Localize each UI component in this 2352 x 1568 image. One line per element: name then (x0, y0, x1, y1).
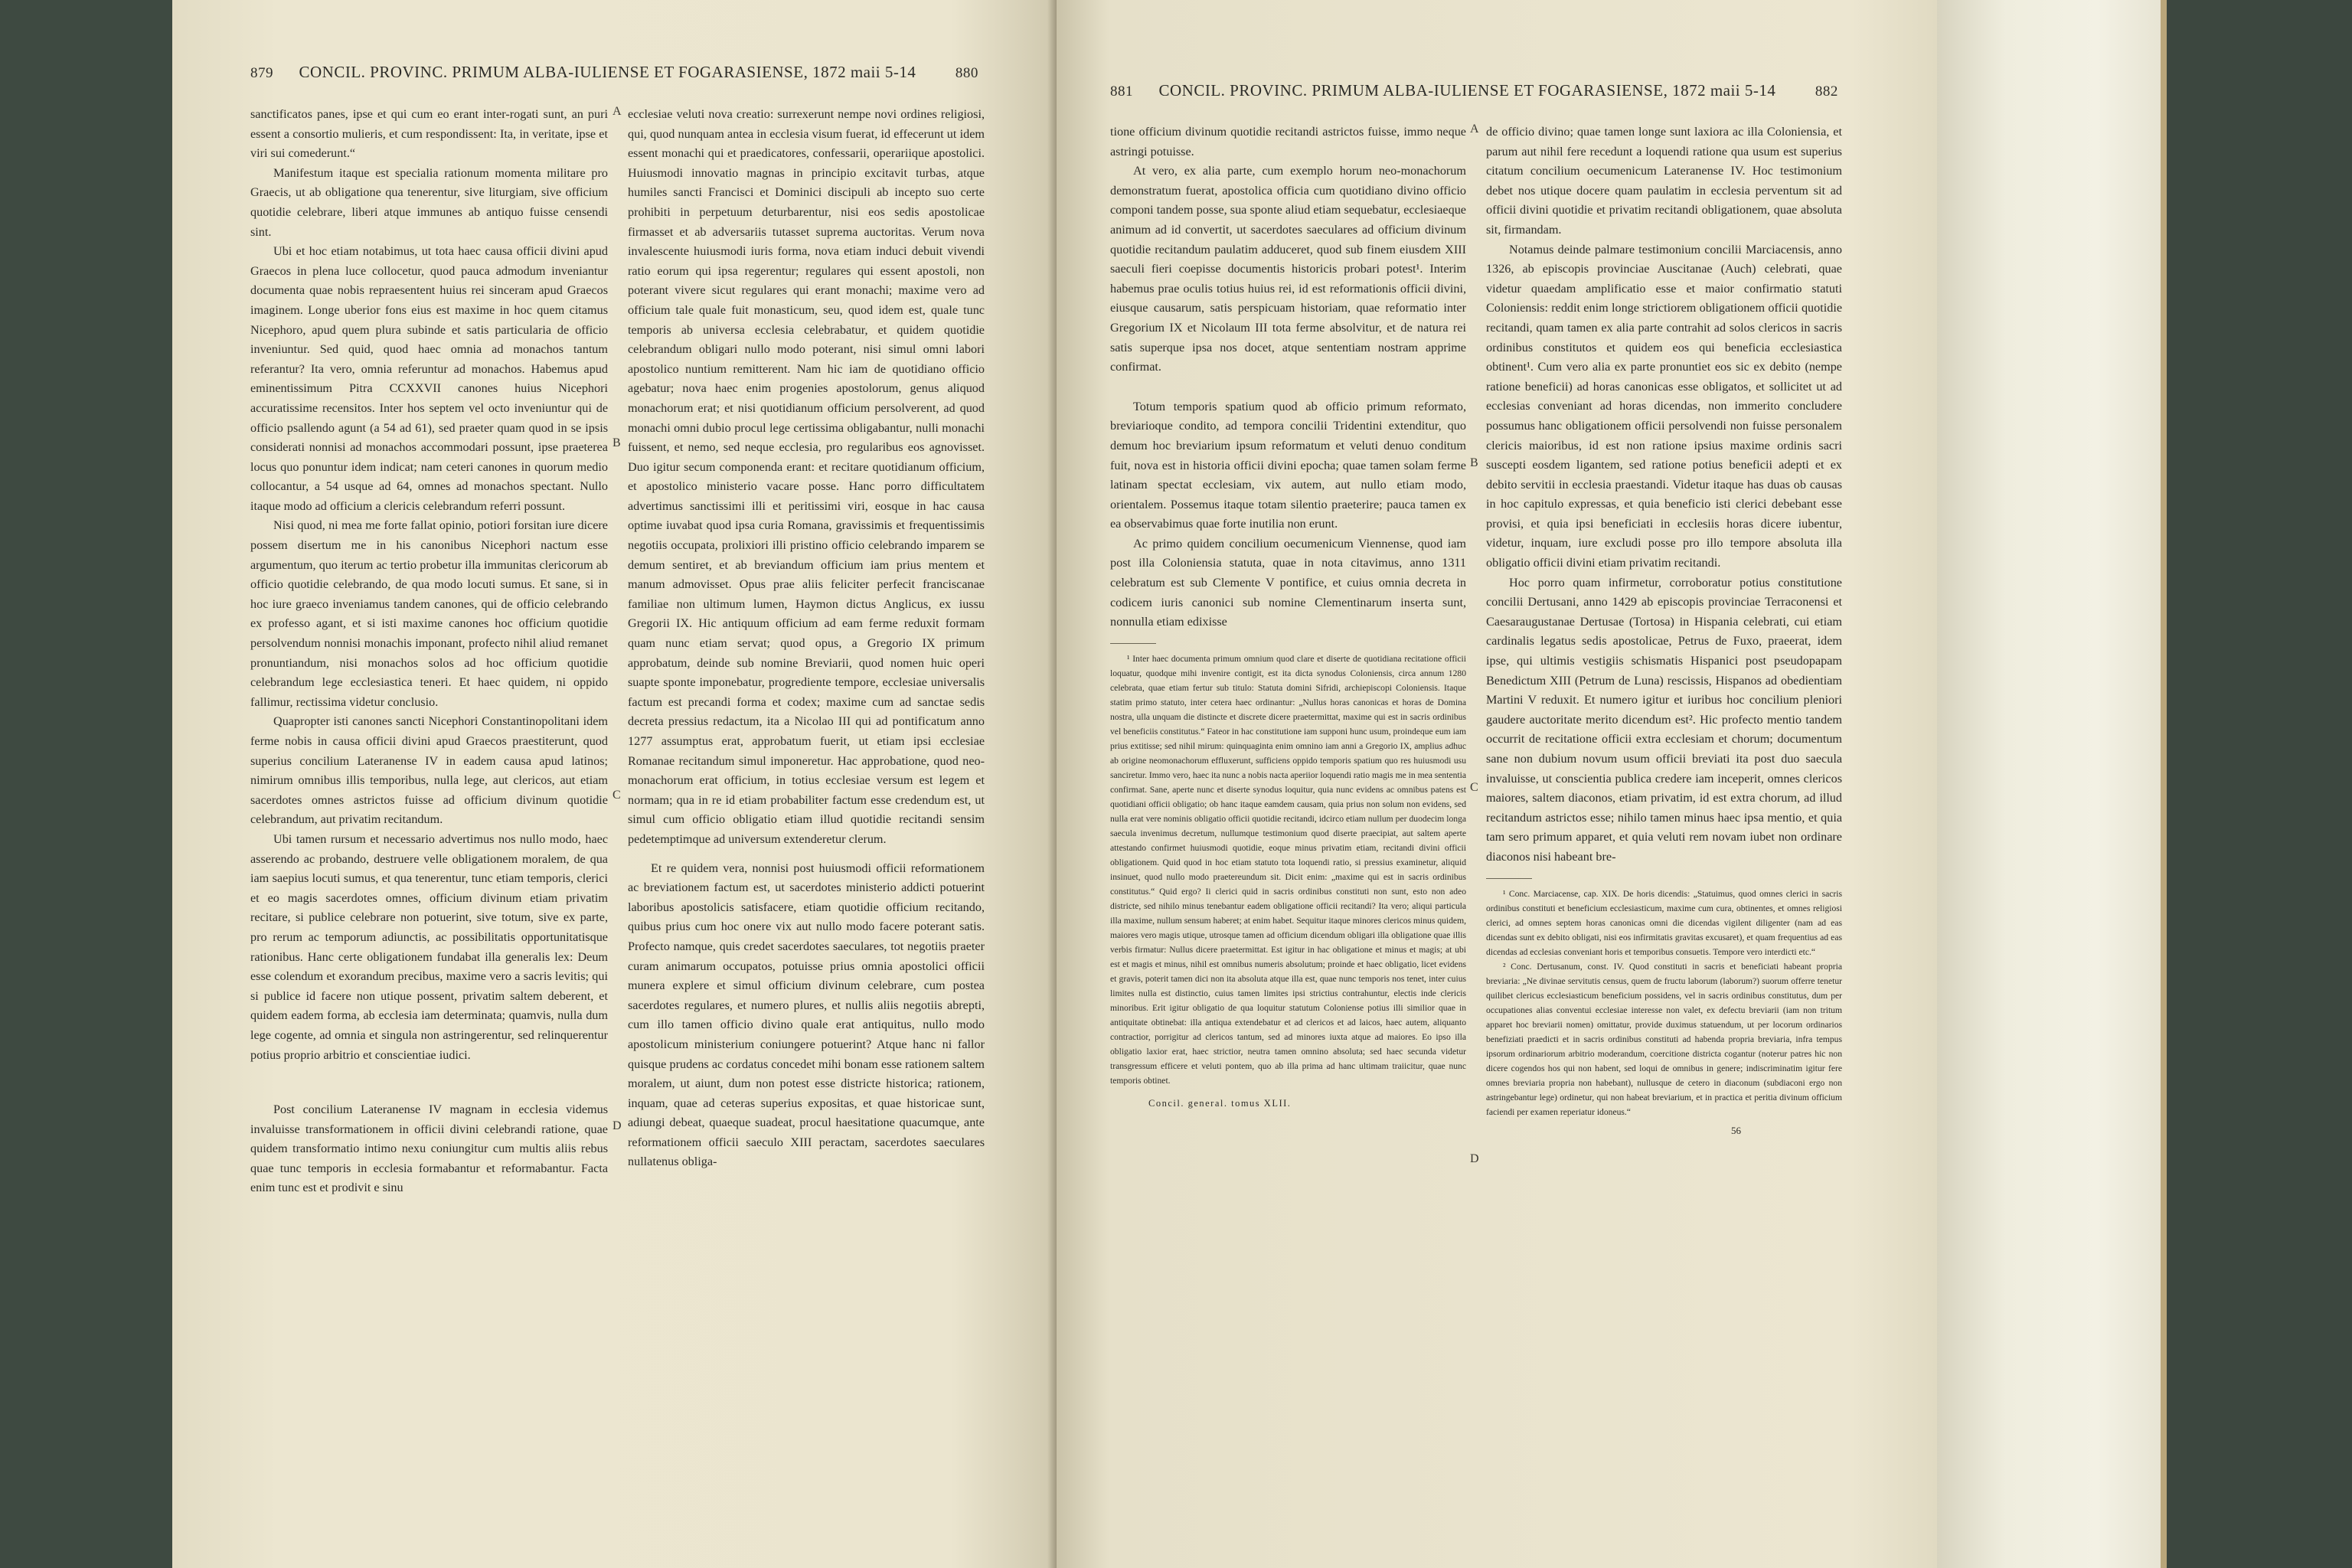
column-paragraphs (1110, 122, 1466, 377)
footnote-rule (1486, 878, 1532, 879)
margin-letter: C (1470, 781, 1478, 794)
footnote (1486, 887, 1842, 1119)
paragraph: Hoc porro quam infirmetur, corroboratur potius constitutione concilii Dertusani, anno 1429 ab episcopis provinciae Terraconensi et Caesaraugustanae Dertusae (Tortosa) in Hispania celebrati, cui etiam cardinalis legatus sedis apostolicae, Petrus de Fuxo, praeerat, idem ipse, qui ultimis vestigiis schismatis Hispanici post pseudopapam Benedictum XIII (Petrum de Luna) rescissis, Hispanos ad obedientiam Martini V reduxit. Et numero igitur et iuribus hoc concilium pleniori gaudere auctoritate merito dicendum est². Hic profecto mentio tandem occurrit de recitatione officii extra ecclesiam et chorum; documentum sane non dubium novum usum officii breviati ita post duo saecula invaluisse, ut conscientia publica credere iam inceperit, omnes clericos maiores, saltem diaconos, etiam privatim, id est extra chorum, ad illud recitandum astrictos esse; nihilo tamen minus haec ipsa mentio, et quia tam sero primum apparet, et quia veluti rem novam iubet non ordinare diaconos nisi habeant bre- (1486, 575, 1842, 864)
paragraph: Ubi et hoc etiam notabimus, ut tota haec causa officii divini apud Graecos in plena luce collocetur, quod pauca admodum inveniantur documenta quae nobis repraesentent huius rei sinceram apud Graecos imaginem. Longe uberior fons eius est maxime in hoc quem citamus Nicephoro, apud quem plura subinde et satis particularia de officio inveniuntur. Sed quid, quod haec omnia ad monachos tantum referantur? Ita vero, omnia referuntur ad monachos. Habemus apud eminentissimum Pitra CCXXVII canones huius Nicephori accuratissime recensitos. Inter hos septem vel octo inveniuntur qui de officio psallendo agunt (a 54 ad 61), sed praeter quam quod in se ipsis considerati nonnisi ad monachos accommodari possunt, ipse praeterea locus quo ponuntur idem indicat; nam ceteri canones in quorum medio collocantur, a 54 usque ad 64, omnes ad monachos spectant. Nullo itaque modo ad officium a clericis celebrandum referri possunt. (250, 244, 608, 513)
paragraph: tione officium divinum quotidie recitandi astrictos fuisse, immo neque astringi potuisse. (1110, 125, 1466, 158)
page-edge-stack (1937, 0, 2167, 1568)
margin-letter: C (612, 789, 621, 802)
page-number: 879 (250, 65, 273, 81)
paragraph: Ubi tamen rursum et necessario advertimus nos nullo modo, haec asserendo ac probando, destruere velle obligationem moralem, de qua iam saepius locuti sumus, et qua tenerentur, tunc etiam temporis, clerici et eo magis sacerdotes omnes, officium divinum etiam privatim recitare, si publice celebrare non potuerint, sive totum, sive ex parte, pro rerum ac temporum adiunctis, ac possibilitatis opportunitatisque rationibus. Hanc certe obligationem fundabat illa generalis lex: Deum esse colendum et exorandum precibus, maxime vero a sacris levitis; qui si publice id facere non utique possent, privatim saltem deberent, et quidem eadem forma, ab ecclesia iam determinata; quamvis, nulla dum lege cogente, ad omnia et singula non astringerentur, sed relinquerentur potius proprio arbitrio et conscientiae iudici. (250, 831, 608, 1062)
left-background (0, 0, 172, 1568)
footnote (1110, 652, 1466, 1088)
column-paragraphs (1486, 122, 1842, 867)
paragraph: Quapropter isti canones sancti Nicephori Constantinopolitani idem ferme nobis in causa officii divini apud Graecos praestiterunt, quod superius concilium Lateranense IV in eadem causa apud latinos; nimirum omnibus illis temporibus, nulla lege, aut clericos, aut etiam sacerdotes omnes astrictos fuisse ad officium divinum quotidie celebrandum, aut privatim recitandum. (250, 714, 608, 827)
right-page-header (1110, 81, 1838, 100)
paragraph: Post concilium Lateranense IV magnam in ecclesia videmus invaluisse transformationem in officii divini celebrandi ratione, quae quidem transformatio intimo nexu coniungitur cum multis aliis rebus quae tunc temporis in ecclesia formabantur et reformabantur. Facta enim tunc est et prodivit e sinu (250, 1102, 608, 1195)
signature-mark: 56 (1731, 1124, 1741, 1136)
volume-footer: Concil. general. tomus XLII. (1148, 1097, 1292, 1109)
margin-letter: B (1470, 456, 1478, 469)
footnote-text: ¹ Conc. Marciacense, cap. XIX. De horis dicendis: „Statuimus, quod omnes clerici in sacris ordinibus constituti et beneficium ecclesiasticum, maxime cum cura, obtinentes, et omnes religiosi clerici, ad omnes septem horas canonicas omni die dicendas vigilent diligenter (nam ad eas dicendas sunt ex debito obligati, nisi eos infirmitatis gravitas excusaret), et quam frequentius ad eas dicendas ad ecclesias conveniant horis et temporibus consuetis. Tempore vero interdicti etc.“ (1486, 888, 1842, 957)
margin-letter: A (612, 105, 622, 118)
page-number: 882 (1815, 83, 1838, 100)
text-column-2 (628, 105, 985, 1172)
column-paragraphs (250, 105, 608, 1065)
book-cover-edge (2161, 0, 2167, 1568)
page-number: 880 (955, 65, 978, 81)
paragraph: Manifestum itaque est specialia rationum momenta militare pro Graecis, ut ab obligatione qua tenerentur, sive liturgiam, sive officium quotidie celebrare, liberi atque immunes ab antiquo fuisse censendi sint. (250, 165, 608, 239)
footnote-rule (1110, 643, 1156, 644)
left-page-header (250, 63, 978, 82)
right-page (1057, 0, 1937, 1568)
column-paragraphs (1110, 397, 1466, 632)
paragraph: At vero, ex alia parte, cum exemplo horum neo-monachorum demonstratum fuerat, apostolica officia cum quotidiano divino officio componi tandem posse, sua sponte aliud etiam sequebatur, ecclesiaeque animum ad id convertit, ut sacerdotes saeculares ad officium divinum quotidie recitandum paulatim adduceret, quod sub finem eiusdem XIII saeculi fieri coepisse documentis historicis probari potest¹. Interim habemus prae oculis totius huius rei, id est reformationis officii divini, eiusque causarum, satis perspicuam historiam, quae reformatio inter Gregorium IX et Nicolaum III tota ferme absolvitur, et de natura rei satis superque ipsa nos docet, atque sententiam nostram apprime confirmat. (1110, 164, 1466, 374)
margin-letter: D (1470, 1152, 1479, 1165)
text-column-1 (250, 105, 608, 1198)
text-column-3 (1110, 122, 1466, 1113)
footnote-text: ² Conc. Dertusanum, const. IV. Quod constituti in sacris et beneficiati habeant propria breviaria: „Ne divinae servitutis census, quem de fructu laborum (laborum?) suorum offerre tenetur quilibet clericus ecclesiasticum beneficium possidens, vel in sacris ordinibus constitutus, dum per occupationes alias conventui ecclesiae interesse non valet, ex defectu breviarii (iam non tritum apparet hoc breviarii nomen) omittatur, provide duximus statuendum, ut per locorum ordinarios benefiziati praedicti et in sacris ordinibus constituti ad habenda propria breviaria, infra tempus ipsorum ordinariorum arbitrio moderandum, coercitione districta cogantur (noterur patres hic non dicere cogendos hos qui non habent, sed loqui de omnibus in genere; indiscriminatim igitur fere omnes breviaria propria non habebant), nullusque de cetero in diaconum (subdiaconi ergo non astringebantur lege) ordinetur, qui non habeat breviarium, et in practica et peritia divinum officium faciendi per examen reperiatur idoneus.“ (1486, 961, 1842, 1117)
right-background (2167, 0, 2352, 1568)
page-number: 881 (1110, 83, 1133, 100)
margin-letter: B (612, 436, 621, 449)
paragraph: Totum temporis spatium quod ab officio primum reformato, breviarioque condito, ad tempora concilii Tridentini extenditur, quo demum hoc breviarium ipsum reformatum et veluti denuo conditum fuit, nova est in historia officii divini epocha; quae tamen solam ferme latinam spectat ecclesiam, vix autem, aut nullo etiam modo, orientalem. Possemus itaque totam silentio praeterire; pauca tamen ex ea observabimus quae forte inutilia non erunt. (1110, 399, 1466, 531)
footnote-text: ¹ Inter haec documenta primum omnium quod clare et diserte de quotidiana recitatione officii loquatur, quodque mihi invenire contigit, est ita dicta synodus Coloniensis, circa annum 1280 celebrata, quae etiam fertur sub titulo: Statuta domini Sifridi, archiepiscopi Coloniensis. Itaque statim primo statuto, inter cetera haec ordinantur: „Nullus horas canonicas et horas de Domina nostra, ulla unquam die distincte et discrete dicere praetermittat, maxime qui est in sacris ordinibus vel beneficiis constitutus.“ Fateor in hac constitutione iam supponi hunc usum, proindeque eum iam prius extitisse; sed nihil mirum: quinquaginta enim omnino iam anni a Gregorio IX, amplius adhuc ab origine neomonachorum effluxerunt, sufficiens oppido temporis spatium quo res huiusmodi usu sanciretur. Immo vero, haec ita nunc a nobis nacta aperiior loquendi ratio magis me in mea sententia confirmat. Sane, aperte nunc et diserte synodus loquitur, quia nunc evidens ac omnibus patens est quotidiani officii obligatio; ob hanc itaque eamdem causam, quia prius non solum non evidens, sed nulla erat vere nominis obligatio officii quotidie recitandi, idcirco etiam nullum per duodecim longa saecula invenimus decretum, nullumque testimonium quod diserte praecipiat, aut saltem aperte attestando confirmet huiusmodi quotidie, eoque minus privatim etiam, recitandi divini officii obligationem. Quid quod in hoc etiam statuto tota loquendi ratio, si pressius examinetur, aliquid insinuet, quod nullo modo praetereundum sit. Dicit enim: „maxime qui est in sacris ordinibus constitutus.“ Quid ergo? Ii clerici quid in sacris ordinibus constituti non sunt, esto non adeo districte, sed nihilo minus tenebantur eadem obligatione officii recitandi? Ita vero; aliqui particula illa maxime, nullum sensum haberet; at enim habet. Sequitur itaque minores clericos minus quidem, maiores vero magis utique, utrosque tamen ad officium dicendum obligari illa obligatione quae illis verbis firmatur: Nullus dicere praetermittat. Est igitur in hac obligatione et minus et magis; at ubi est et magis et minus, nihil est omnibus numeris absolutum; proinde et haec obligatio, licet evidens et gravis, poterit tamen dici non ita absoluta atque illa est, quae nunc temporis nos tenet, inter cuius limites nulla est distinctio, cuius tamen limites ipsi strictius contrahuntur, electis inde clericis minoribus. Erit igitur obligatio de qua loquitur statutum Coloniense potius illi similior quae in antiquitate obtinebat: illa antiqua extendebatur et ad clericos et ad laicos, haec autem, aliquanto contractior, porrigitur ad clericos tantum, sed ad minores iuxta atque ad maiores. Eo ipso illa obligatio laxior erat, haec strictior, neutra tamen omnino absoluta; sed haec secunda videtur transgressum efficere et veluti pontem, quo ab illa prima ad hanc ultimam traiicitur, quae nunc temporis obtinet. (1110, 653, 1466, 1086)
running-head: CONCIL. PROVINC. PRIMUM ALBA-IULIENSE ET FOGARASIENSE, 1872 maii 5-14 (1158, 81, 1776, 100)
paragraph: de officio divino; quae tamen longe sunt laxiora ac illa Coloniensia, et parum aut nihil fere recedunt a loquendi ratione qua usum est superius citatum concilium oecumenicum Lateranense IV. Hoc testimonium debet nos utique docere quam paulatim in ecclesia perventum sit ad officii divini quotidie et privatim recitandi obligationem, quae absoluta sit, firmandam. (1486, 125, 1842, 237)
paragraph: Nisi quod, ni mea me forte fallat opinio, potiori forsitan iure dicere possem disertum me in his canonibus Nicephori nactum esse argumentum, quo iterum ac tertio probetur illa immunitas clericorum ab officio quotidie celebrando, de qua modo locuti sumus. Et sane, si in hoc iure graeco inveniamus tandem canones, qui de officio celebrando ex professo agant, et si isti maxime canones hoc officium quotidie persolvendum nonnisi monachis imponant, profecto nihil aliud remanet pronuntiandum, nisi monachos solos ad hoc officium quotidie celebrandum lege ecclesiastica teneri. Et haec quidem, ni oppido fallimur, rectissima videtur conclusio. (250, 518, 608, 709)
paragraph: Ac primo quidem concilium oecumenicum Viennense, quod iam post illa Coloniensia statuta, quae in nota citavimus, anno 1311 celebratum est sub Clemente V pontifice, et cuius omnia decreta in codicem iuris canonici sub nomine Clementinarum inserta sunt, nonnulla etiam edixisse (1110, 536, 1466, 629)
paragraph: sanctificatos panes, ipse et qui cum eo erant inter-rogati sunt, an puri essent a consortio mulieris, et cum respondissent: Ita, in veritate, ipse et viri sui comederunt.“ (250, 107, 608, 161)
paragraph: Notamus deinde palmare testimonium concilii Marciacensis, anno 1326, ab episcopis provinciae Auscitanae (Auch) celebrati, quae videtur quaedam amplificatio esse et maior confirmatio statuti Coloniensis: reddit enim longe strictiorem obligationem officii quotidie recitandi, quam tamen ex alia parte contrahit ad solos clericos in sacris ordinibus constitutos et quidem eos qui beneficia ecclesiastica obtinent¹. Cum vero alia ex parte pronuntiet eos sic ex debito (nempe ratione beneficii) ad horas canonicas esse obligatos, et sollicitet ut ad ecclesias conveniant ad horas dicendas, non immerito concludere possumus hanc obligationem officii persolvendi non fuisse personalem clericis maioribus, id est non ratione ipsius maxime ordinis sacri suscepti eosdem ligantem, sed ratione potius beneficii adepti et ex debito servitii in ecclesia praestandi. Videtur itaque has duas ob causas in hoc capitulo expressas, et quia beneficio isti clerici debebant esse provisi, et quia ipsi beneficiati in ecclesiis horas dicere iubentur, videtur, inquam, iure excludi posse pro illo tempore absoluta illa obligatio officii divini etiam privatim recitandi. (1486, 242, 1842, 570)
paragraph: ecclesiae veluti nova creatio: surrexerunt nempe novi ordines religiosi, qui, quod nunquam antea in ecclesia visum fuerat, id effecerunt ut idem essent monachi qui et praedicatores, confessarii, operariique apostolici. Huiusmodi innovatio magnas in principio excitavit turbas, atque humiles sancti Francisci et Dominici discipuli ab incepto suo certe prohibiti in perpetuum deturbarentur, nisi eos sedis apostolicae firmasset et ab adversariis tutasset suprema auctoritas. Verum nova invalescente huiusmodi iuris forma, nova etiam induci debuit vivendi ratio eorum qui ipsa regerentur; regulares qui essent apostoli, non poterant vivere sicut regulares qui erant monachi; maxime vero ad officium tale quale fuit monasticum, seu, quod idem est, quale tunc temporis ab universa ecclesia celebrabatur, et quidem quotidie celebrandum obligari nullo modo poterant, nisi simul omni labori apostolico nuntium remitterent. Nam hic iam de quotidiano officio agebatur; nova haec enim progenies apostolorum, genus aliquod monachorum erat; et nisi quotidianum officium persolverent, ad quod monachi omni dubio procul lege certissima obligabantur, nulli monachi fuissent, et nemo, sed neque ecclesia, pro regularibus eos agnovisset. Duo igitur secum componenda erant: et recitare quotidianum officium, et apostolico ministerio vacare posse. Hanc porro difficultatem advertimus sanctissimi illi et peritissimi viri, eosque in hac causa optime iuvabat quod ipsa curia Romana, gravissimis et frequentissimis negotiis occupata, prolixiori illi pristino officio celebrando imparem se demum sentiret, et ab breviandum officium iam prius mentem et manum admovisset. Opus prae aliis feliciter perfecit franciscanae familiae non ultimum lumen, Haymon dictus Anglicus, ex iussu Gregorii IX. Hic antiquum officium ad eam ferme reduxit formam quam nunc etiam servat; quod opus, a Gregorio IX primum approbatum, deinde sub nomine Breviarii, quod nomen huic operi suapte sponte imponebatur, progrediente tempore, ecclesiae universalis factum est precandi forma et codex; maxime cum ad sanctae sedis decreta pressius redactum, ita a Nicolao III qui ad pontificatum anno 1277 assumptus erat, approbatum fuerit, ut etiam ipsi ecclesiae Romanae recitandum simul imponeretur. Hac approbatione, quod neo-monachorum erat officium, in totius ecclesiae versum est legem et normam; qua in re id etiam probabiliter factum esse credendum est, ut simul cum officio obligatio etiam illud quotidie recitandi sensim pedetemptimque ad universum extenderetur clerum. (628, 107, 985, 846)
running-head: CONCIL. PROVINC. PRIMUM ALBA-IULIENSE ET FOGARASIENSE, 1872 maii 5-14 (299, 63, 916, 81)
left-page (172, 0, 1057, 1568)
margin-letter: D (612, 1119, 622, 1132)
paragraph: Et re quidem vera, nonnisi post huiusmodi officii reformationem ac breviationem factum est, ut sacerdotes ministerio addicti potuerint laboribus apostolicis satisfacere, etiam quotidie officium recitando, quibus prius cum hoc onere vix aut nullo modo facere poterant satis. Profecto namque, quis credet sacerdotes saeculares, tot negotiis praeter curam animarum occupatos, potuisse prius omnia apostolici officii munera explere et simul officium divinum celebrare, cum postea sacerdotes regulares, et numero plures, et nullis aliis negotiis abrepti, cum illo tamen officio divino quale erat antiquitus, nullo modo apostolicum ministerium coniungere potuerint? Atque hanc ni fallor quisque prudens ac cordatus concedet mihi bonam esse rationem saltem moralem, ut aiunt, dum non potest esse districte historica; rationem, inquam, quae ad ceteras superius expositas, et quae historicae sunt, adiungi debeat, quaeque suadeat, procul haesitatione quacumque, ante reformationem officii saeculo XIII peractam, sacerdotes saeculares nullatenus obliga- (628, 861, 985, 1169)
text-column-4 (1486, 122, 1842, 1140)
margin-letter: A (1470, 122, 1479, 136)
